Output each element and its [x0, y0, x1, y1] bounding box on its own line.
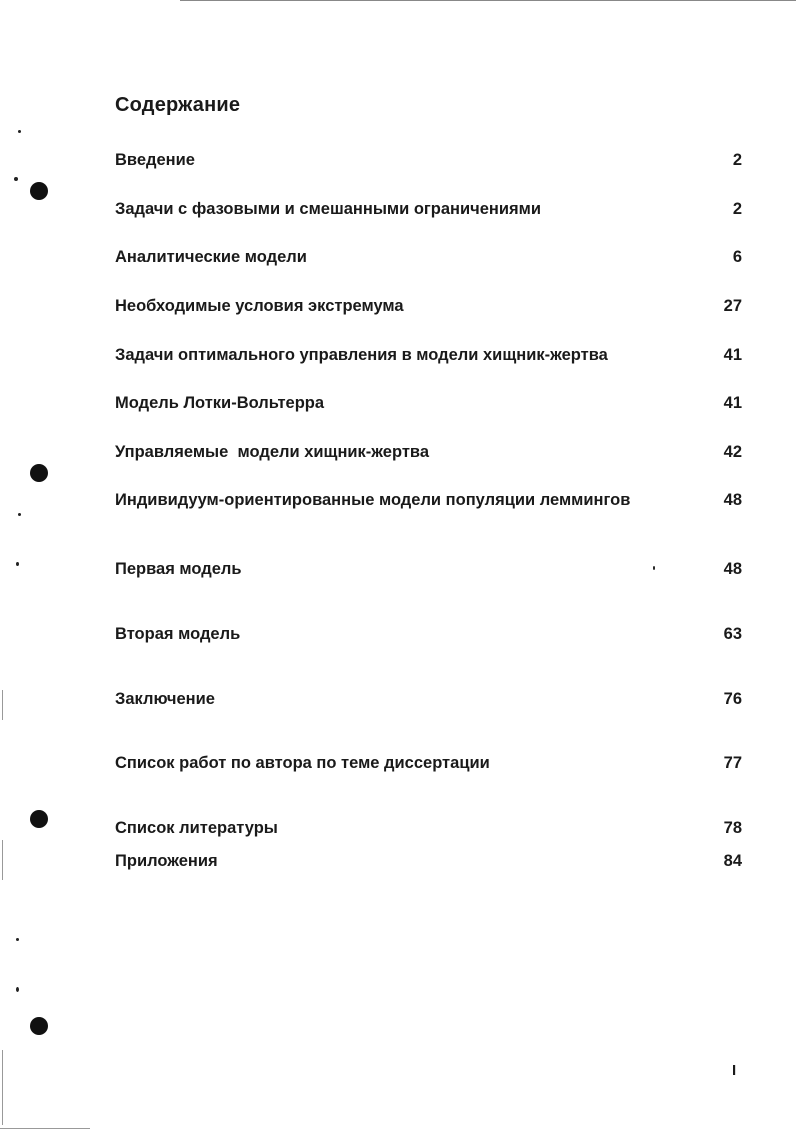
- toc-entry-page: 63: [723, 625, 742, 643]
- toc-entry-label: Задачи оптимального управления в модели хищник-жертва: [115, 346, 608, 364]
- speck-1: [18, 130, 21, 133]
- bottom-edge-line: [0, 1128, 90, 1129]
- toc-entry: [115, 488, 742, 512]
- toc-entry: [115, 343, 742, 367]
- toc-entry-label: Приложения: [115, 852, 218, 870]
- toc-entry-page: 76: [723, 690, 742, 708]
- toc-entry: [115, 391, 742, 415]
- toc-entry-page: 48: [723, 491, 742, 509]
- speck-4: [16, 562, 19, 566]
- toc-entry-label: Введение: [115, 151, 195, 169]
- toc-entry: [115, 849, 742, 873]
- toc-entry: [115, 557, 742, 581]
- toc-entry: [115, 148, 742, 172]
- toc-entry-label: Модель Лотки-Вольтерра: [115, 394, 325, 412]
- toc-entry-label: Аналитические модели: [115, 248, 307, 266]
- toc-entry-label: Индивидуум-ориентированные модели популяции леммингов: [115, 491, 631, 509]
- toc-entry-page: 2: [732, 151, 742, 169]
- toc-entry: [115, 440, 742, 464]
- toc-entry-page: 27: [723, 297, 742, 315]
- top-edge-line: [180, 0, 796, 1]
- speck-2: [14, 177, 18, 181]
- toc-entry: [115, 751, 742, 775]
- toc-entry-page: 6: [732, 248, 742, 266]
- toc-entry-page: 2: [732, 200, 742, 218]
- toc-entry-label: Управляемые модели хищник-жертва: [115, 443, 430, 461]
- left-edge-line-2: [2, 840, 3, 880]
- toc-entry-label: Задачи с фазовыми и смешанными ограничениями: [115, 200, 542, 218]
- toc-entry: [115, 687, 742, 711]
- toc-entry-page: 48: [723, 560, 742, 578]
- punch-hole-1: [30, 182, 48, 200]
- toc-title: Содержание: [115, 94, 241, 116]
- toc-entry-page: 78: [723, 819, 742, 837]
- toc-entry: [115, 622, 742, 646]
- toc-entry-label: Первая модель: [115, 560, 242, 578]
- left-edge-line-3: [2, 1050, 3, 1125]
- speck-3: [18, 513, 21, 516]
- toc-entry-page: 41: [723, 346, 742, 364]
- toc-entry-page: 84: [723, 852, 742, 870]
- toc-entry-label: Заключение: [115, 690, 215, 708]
- toc-entry-label: Список литературы: [115, 819, 278, 837]
- toc-entry-label: Список работ по автора по теме диссертации: [115, 754, 490, 772]
- toc-entry: [115, 294, 742, 318]
- speck-5: [16, 938, 19, 941]
- punch-hole-2: [30, 464, 48, 482]
- toc-entry: [115, 245, 742, 269]
- speck-6: [16, 987, 19, 992]
- toc-entry-page: 42: [723, 443, 742, 461]
- punch-hole-3: [30, 810, 48, 828]
- toc-entry-label: Необходимые условия экстремума: [115, 297, 404, 315]
- toc-entry: [115, 197, 742, 221]
- toc-entry-page: 77: [723, 754, 742, 772]
- toc-entry-label: Вторая модель: [115, 625, 241, 643]
- left-edge-line-1: [2, 690, 3, 720]
- toc-entry: [115, 816, 742, 840]
- page-number: I: [732, 1062, 737, 1079]
- punch-hole-4: [30, 1017, 48, 1035]
- toc-entry-page: 41: [723, 394, 742, 412]
